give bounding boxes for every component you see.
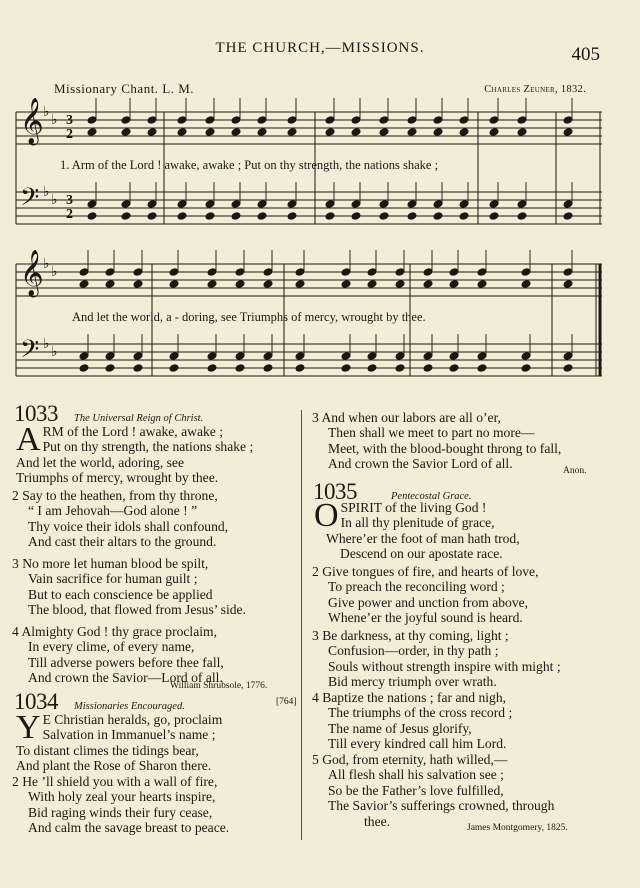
note-head [433, 212, 443, 221]
note-head [449, 268, 459, 277]
note-head [489, 200, 499, 209]
hymn-subtitle: Missionaries Encouraged. [74, 701, 185, 712]
note-head [489, 128, 499, 137]
drop-cap: O [314, 497, 339, 534]
note-head [79, 280, 89, 289]
note-head [449, 364, 459, 373]
note-head [367, 280, 377, 289]
note-head [87, 200, 97, 209]
hymn-1033-stanza-2: 2 Say to the heathen, from thy throne, “ I am Jehovah—God alone ! ” Thy voice their idols shall confound, And cast their altars to the ground. [12, 488, 229, 550]
note-head [205, 200, 215, 209]
note-head [379, 128, 389, 137]
note-head [459, 128, 469, 137]
flat-sign-icon: ♭ [51, 112, 58, 128]
drop-cap: Y [16, 709, 41, 746]
note-head [379, 200, 389, 209]
note-head [521, 364, 531, 373]
time-signature-numerator: 3 [66, 113, 73, 128]
note-head [287, 128, 297, 137]
hymn-1034-reference: [764] [276, 697, 297, 707]
note-head [521, 352, 531, 361]
note-head [517, 200, 527, 209]
note-head [395, 352, 405, 361]
note-head [459, 116, 469, 125]
tune-composer: Charles Zeuner, 1832. [484, 84, 586, 95]
note-head [459, 212, 469, 221]
note-head [257, 128, 267, 137]
note-head [231, 212, 241, 221]
note-head [489, 212, 499, 221]
note-head [563, 268, 573, 277]
note-head [341, 364, 351, 373]
note-head [235, 268, 245, 277]
note-head [407, 116, 417, 125]
note-head [325, 128, 335, 137]
note-head [341, 280, 351, 289]
note-head [177, 116, 187, 125]
note-head [105, 280, 115, 289]
note-head [563, 200, 573, 209]
note-head [121, 212, 131, 221]
note-head [87, 212, 97, 221]
hymn-number: 1033 [14, 401, 58, 426]
note-head [563, 128, 573, 137]
note-head [79, 352, 89, 361]
note-head [235, 280, 245, 289]
note-head [121, 200, 131, 209]
note-head [325, 116, 335, 125]
note-head [517, 212, 527, 221]
flat-sign-icon: ♭ [51, 344, 58, 360]
note-head [489, 116, 499, 125]
note-head [295, 352, 305, 361]
note-head [205, 212, 215, 221]
note-head [121, 128, 131, 137]
note-head [105, 268, 115, 277]
note-head [351, 128, 361, 137]
note-head [477, 268, 487, 277]
note-head [263, 280, 273, 289]
hymn-subtitle: Pentecostal Grace. [391, 491, 472, 502]
flat-sign-icon: ♭ [43, 336, 50, 352]
note-head [169, 364, 179, 373]
hymn-1034-stanza-3: 3 And when our labors are all o’er, Then shall we meet to part no more— Meet, with the blood-bought throng to fall, And crown the Savior Lord of all. [312, 410, 562, 472]
note-head [257, 212, 267, 221]
hymn-1033-heading [14, 402, 203, 426]
time-signature-numerator: 3 [66, 193, 73, 208]
note-head [207, 364, 217, 373]
note-head [169, 352, 179, 361]
hymn-number: 1034 [14, 689, 58, 714]
note-head [287, 212, 297, 221]
note-head [205, 128, 215, 137]
note-head [87, 128, 97, 137]
note-head [351, 200, 361, 209]
note-head [133, 268, 143, 277]
note-head [177, 200, 187, 209]
note-head [147, 116, 157, 125]
note-head [325, 212, 335, 221]
treble-clef-icon: 𝄞 [20, 98, 44, 144]
note-head [133, 352, 143, 361]
note-head [235, 364, 245, 373]
hymn-1034-stanza-2: 2 He ’ll shield you with a wall of fire, With holy zeal your hearts inspire, Bid raging winds their fury cease, And calm the savage breast to peace. [12, 774, 230, 836]
note-head [169, 268, 179, 277]
note-head [563, 116, 573, 125]
note-head [367, 352, 377, 361]
note-head [207, 280, 217, 289]
hymn-subtitle: The Universal Reign of Christ. [74, 413, 204, 424]
hymn-1035-stanza-3: 3 Be darkness, at thy coming, light ; Confusion—order, in thy path ; Souls without strength inspire with might ; Bid mercy triumph over wrath. [312, 628, 561, 690]
note-head [207, 268, 217, 277]
flat-sign-icon: ♭ [51, 192, 58, 208]
note-head [133, 364, 143, 373]
hymn-1033-stanza-4: 4 Almighty God ! thy grace proclaim, In every clime, of every name, Till adverse powers before thee fall, And crown the Savior—Lord of all. [12, 624, 224, 686]
flat-sign-icon: ♭ [43, 104, 50, 120]
note-head [379, 212, 389, 221]
note-head [231, 200, 241, 209]
note-head [231, 128, 241, 137]
note-head [205, 116, 215, 125]
note-head [79, 364, 89, 373]
note-head [263, 352, 273, 361]
note-head [395, 364, 405, 373]
hymn-1034-stanza-1: Y E Christian heralds, go, proclaim Salvation in Immanuel’s name ; To distant climes the tidings bear, And plant the Rose of Sharon there. [16, 709, 223, 774]
note-head [407, 128, 417, 137]
note-head [295, 364, 305, 373]
note-head [395, 280, 405, 289]
note-head [147, 200, 157, 209]
drop-cap: A [16, 421, 41, 458]
hymn-1035-stanza-4: 4 Baptize the nations ; far and nigh, The triumphs of the cross record ; The name of Jesus glorify, Till every kindred call him Lord. [312, 690, 513, 752]
time-signature-denominator: 2 [66, 127, 73, 142]
treble-clef-icon: 𝄞 [20, 250, 44, 296]
note-head [367, 364, 377, 373]
note-head [477, 364, 487, 373]
note-head [105, 364, 115, 373]
note-head [563, 364, 573, 373]
note-head [433, 200, 443, 209]
note-head [287, 116, 297, 125]
note-head [263, 364, 273, 373]
note-head [147, 212, 157, 221]
note-head [257, 200, 267, 209]
hymn-1034-author: Anon. [563, 466, 587, 476]
note-head [235, 352, 245, 361]
bass-clef-icon: 𝄢 [20, 183, 40, 218]
flat-sign-icon: ♭ [43, 256, 50, 272]
note-head [449, 280, 459, 289]
note-head [105, 352, 115, 361]
note-head [325, 200, 335, 209]
note-head [351, 116, 361, 125]
lyric-line-2: And let the world, a - doring, see Triumphs of mercy, wrought by thee. [72, 310, 426, 324]
note-head [257, 116, 267, 125]
note-head [351, 212, 361, 221]
note-head [521, 268, 531, 277]
note-head [449, 352, 459, 361]
note-head [423, 364, 433, 373]
hymn-1033-author: William Shrubsole, 1776. [170, 681, 268, 691]
hymn-1033-stanza-3: 3 No more let human blood be spilt, Vain sacrifice for human guilt ; But to each conscience be applied The blood, that flowed from Jesus’ side. [12, 556, 246, 618]
note-head [407, 212, 417, 221]
bass-clef-icon: 𝄢 [20, 335, 40, 370]
note-head [263, 268, 273, 277]
note-head [379, 116, 389, 125]
note-head [287, 200, 297, 209]
hymn-1035-author: James Montgomery, 1825. [467, 823, 568, 833]
column-divider [301, 410, 302, 840]
time-signature-denominator: 2 [66, 207, 73, 222]
hymn-1033-stanza-1: A RM of the Lord ! awake, awake ; Put on thy strength, the nations shake ; And let the world, adoring, see Triumphs of mercy, wrought by thee. [16, 421, 254, 486]
music-score [0, 0, 640, 390]
note-head [79, 268, 89, 277]
note-head [433, 128, 443, 137]
note-head [433, 116, 443, 125]
hymn-1035-stanza-1: O SPIRIT of the living God ! In all thy plenitude of grace, Where’er the foot of man hath trod, Descend on our apostate race. [314, 497, 520, 562]
note-head [563, 212, 573, 221]
note-head [231, 116, 241, 125]
note-head [295, 280, 305, 289]
note-head [423, 352, 433, 361]
note-head [423, 268, 433, 277]
note-head [295, 268, 305, 277]
note-head [521, 280, 531, 289]
note-head [517, 128, 527, 137]
note-head [517, 116, 527, 125]
note-head [207, 352, 217, 361]
note-head [169, 280, 179, 289]
note-head [459, 200, 469, 209]
note-head [423, 280, 433, 289]
note-head [87, 116, 97, 125]
note-head [477, 352, 487, 361]
flat-sign-icon: ♭ [43, 184, 50, 200]
note-head [367, 268, 377, 277]
note-head [177, 212, 187, 221]
note-head [477, 280, 487, 289]
lyric-line-1: 1. Arm of the Lord ! awake, awake ; Put on thy strength, the nations shake ; [60, 158, 439, 172]
hymn-1035-stanza-5: 5 God, from eternity, hath willed,— All flesh shall his salvation see ; So be the Father’s love fulfilled, The Savior’s sufferings crowned, through thee. [312, 752, 555, 829]
note-head [395, 268, 405, 277]
flat-sign-icon: ♭ [51, 264, 58, 280]
note-head [147, 128, 157, 137]
note-head [563, 352, 573, 361]
note-head [121, 116, 131, 125]
note-head [563, 280, 573, 289]
running-header-title: THE CHURCH,—MISSIONS. [215, 40, 425, 56]
hymn-1035-stanza-2: 2 Give tongues of fire, and hearts of love, To preach the reconciling word ; Give power and unction from above, Whene’er the joyful sound is heard. [312, 564, 539, 626]
note-head [341, 352, 351, 361]
note-head [133, 280, 143, 289]
tune-name: Missionary Chant. L. M. [54, 81, 195, 96]
hymn-number: 1035 [313, 479, 357, 504]
page-number: 405 [571, 44, 600, 65]
note-head [407, 200, 417, 209]
note-head [177, 128, 187, 137]
note-head [341, 268, 351, 277]
